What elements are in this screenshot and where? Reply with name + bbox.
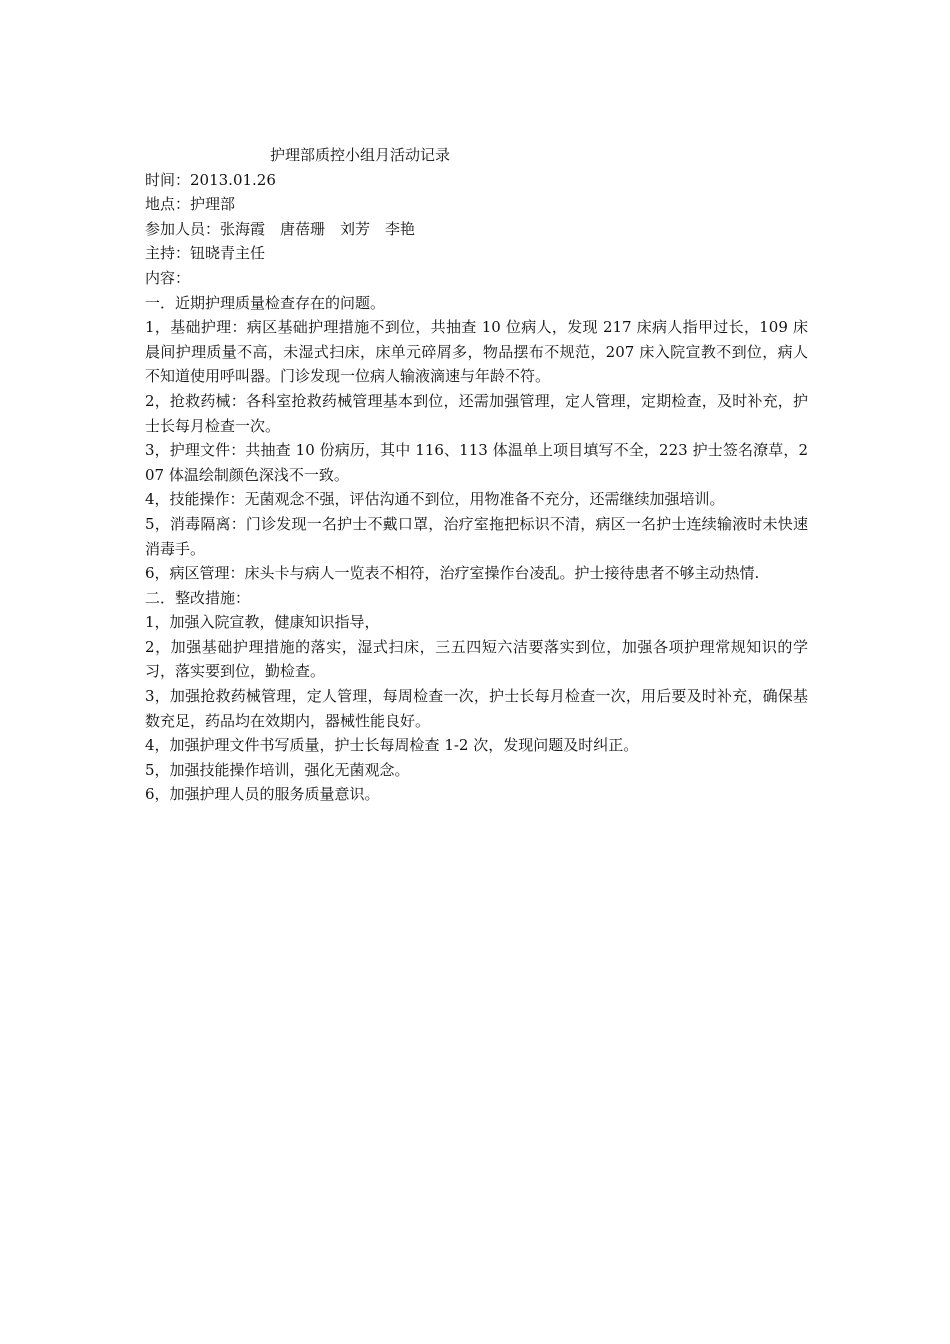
section-2-item: 2，加强基础护理措施的落实，湿式扫床，三五四短六洁要落实到位，加强各项护理常规知识的学习，落实要到位，勤检查。 — [145, 637, 808, 681]
section-1-heading: 一．近期护理质量检查存在的问题。 — [145, 293, 386, 312]
section-2-item: 3，加强抢救药械管理，定人管理，每周检查一次，护士长每月检查一次，用后要及时补充，确保基数充足，药品均在效期内，器械性能良好。 — [145, 687, 808, 730]
meta-time: 时间：2013.01.26 — [145, 170, 276, 189]
meta-place: 地点：护理部 — [145, 195, 236, 214]
section-2-heading: 二．整改措施： — [145, 588, 251, 607]
meta-host: 主持：钮晓青主任 — [145, 244, 266, 263]
meta-participants: 参加人员：张海霞 唐蓓珊 刘芳 李艳 — [145, 219, 416, 238]
section-1-item: 1，基础护理：病区基础护理措施不到位，共抽查 10 位病人，发现 217 床病人指甲过长，109 床晨间护理质量不高，未湿式扫床，床单元碎屑多，物品摆布不规范，207 床入院宣教不到位，病人不知道使用呼叫器。门诊发现一位病人输液滴速与年龄不符。 — [145, 318, 808, 386]
section-2-item: 1，加强入院宣教，健康知识指导， — [145, 613, 380, 632]
meta-content-label: 内容： — [145, 268, 191, 287]
section-1-item: 2，抢救药械：各科室抢救药械管理基本到位，还需加强管理，定人管理，定期检查，及时补充，护士长每月检查一次。 — [145, 391, 808, 435]
section-2-item: 6，加强护理人员的服务质量意识。 — [145, 785, 380, 804]
document-body — [145, 143, 808, 807]
section-2-item: 5，加强技能操作培训，强化无菌观念。 — [145, 760, 410, 779]
document-title: 护理部质控小组月活动记录 — [270, 146, 451, 164]
section-1-item: 4，技能操作：无菌观念不强，评估沟通不到位，用物准备不充分，还需继续加强培训。 — [145, 490, 725, 509]
section-2-item: 4，加强护理文件书写质量，护士长每周检查 1-2 次，发现问题及时纠正。 — [145, 736, 639, 755]
section-1-item: 3，护理文件：共抽查 10 份病历，其中 116、113 体温单上项目填写不全，223 护士签名潦草，207 体温绘制颜色深浅不一致。 — [145, 441, 808, 484]
section-1-item: 6，病区管理：床头卡与病人一览表不相符，治疗室操作台凌乱。护士接待患者不够主动热情. — [145, 564, 760, 583]
section-1-item: 5，消毒隔离：门诊发现一名护士不戴口罩，治疗室拖把标识不清，病区一名护士连续输液时未快速消毒手。 — [145, 514, 808, 558]
